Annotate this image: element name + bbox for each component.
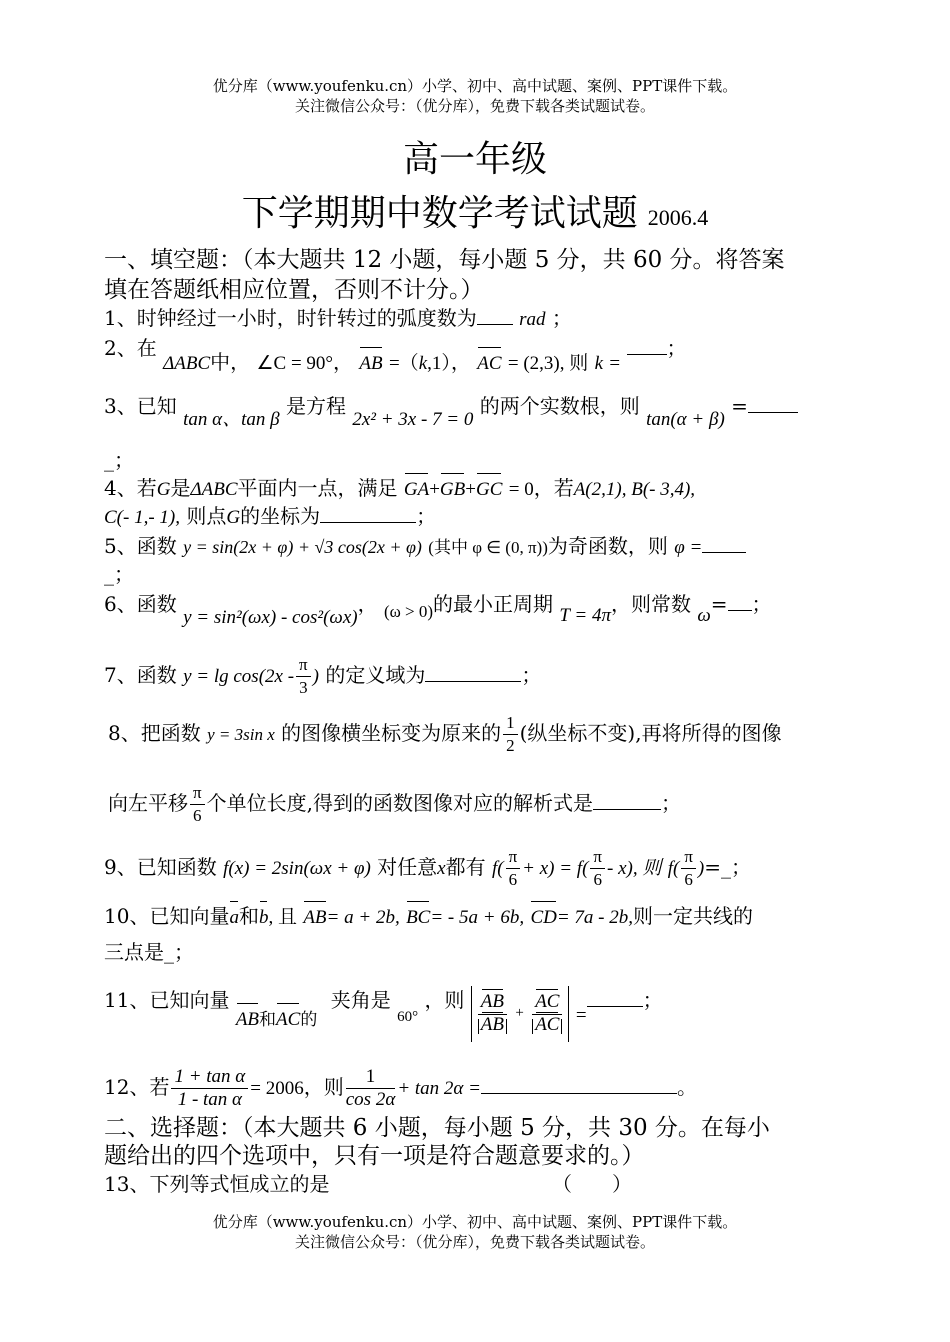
answer-blank [748, 392, 798, 413]
question-6: 6、函数 y = sin²(ωx) - cos²(ωx)， $_{(\omega > 0)}$的最小正周期 T = 4π，则常数 ω= ； [104, 592, 772, 628]
page-header [0, 76, 950, 116]
page-subtitle [0, 192, 950, 240]
fraction-tan-ratio: $\frac{\text{1 + tan α}}{\text{1 - tan α}}$ [171, 1066, 248, 1111]
answer-paren: （ ） [552, 1172, 632, 1196]
question-8-cont: 向左平移 $\frac{\pi}{6}$ 个单位长度,得到的函数图像对应的解析式是 ； [108, 783, 681, 825]
fraction-pi-6: $\frac{\pi}{6}$ [681, 846, 696, 891]
answer-blank [481, 1073, 677, 1094]
fraction-unit-ac: $\frac{AC}{AC}$ [532, 992, 562, 1037]
question-12: 12、若 $\frac{\text{1 + tan α}}{\text{1 - tan α}}$ = 2006，则 $\frac{1}{\cos 2\alpha}$ + tan 2α = 。 [104, 1066, 697, 1110]
question-1: 1、时钟经过一小时，时针转过的弧度数为 rad ； [104, 306, 572, 330]
question-11: 11、已知向量 $_{AB和AC的}$ 夹角是 $_{60^\circ}$ ，则 $\frac{AB}{AB}$ + $\frac{AC}{AC}$ =； [104, 986, 849, 1042]
answer-blank [425, 661, 521, 682]
question-4: 4、若G是ΔABC平面内一点，满足 GA+GB+GC = 0，若A(2,1), B(- 3,4), [104, 474, 849, 504]
fraction-pi-6: $\frac{\pi}{6}$ [590, 846, 605, 891]
question-8: 8、把函数 y = 3sin x 的图像横坐标变为原来的 $\frac{1}{2}$ (纵坐标不变),再将所得的图像 [108, 713, 782, 755]
section1-line-2: 填在答题纸相应位置，否则不计分。） [104, 277, 484, 303]
answer-blank [593, 789, 661, 810]
fraction-pi-6: $\frac{\pi}{6}$ [506, 846, 521, 891]
answer-blank [702, 532, 746, 553]
answer-blank [627, 334, 667, 355]
question-5: 5、函数 y = sin(2x + φ) + √3 cos(2x + φ) (其中 φ ∈ (0, π))为奇函数，则 φ = [104, 532, 849, 562]
footer-line-1: 优分库（www.youfenku.cn）小学、初中、高中试题、案例、PPT课件下载。 [212, 1213, 738, 1231]
question-3: 3、已知 tan α、tan β 是方程 2x² + 3x - 7 = 0 的两个实数根，则 tan(α + β) = [104, 392, 849, 422]
title-line-1: 高一年级 [402, 139, 547, 180]
section2-line-2: 题给出的四个选项中，只有一项是符合题意要求的。） [104, 1143, 645, 1169]
question-7: 7、函数 y = lg cos(2x - $\frac{\pi}{3}$ ) 的定义域为 ； [104, 655, 542, 697]
header-line-2: 关注微信公众号：（优分库），免费下载各类试题试卷。 [294, 97, 655, 115]
question-4-cont: C(- 1,- 1), 则点G的坐标为 ； [104, 504, 437, 528]
section1-line-1: 一、填空题：（本大题共 12 小题，每小题 5 分，共 60 分。将答案 [104, 247, 785, 273]
question-10: 10、已知向量a和b, 且 AB= a + 2b, BC= - 5a + 6b, CD= 7a - 2b,则一定共线的 [104, 902, 849, 932]
answer-blank [320, 502, 416, 523]
footer-line-2: 关注微信公众号：（优分库），免费下载各类试题试卷。 [294, 1233, 655, 1251]
header-line-1: 优分库（www.youfenku.cn）小学、初中、高中试题、案例、PPT课件下载。 [212, 77, 738, 95]
fraction-1-2: $\frac{1}{2}$ [503, 712, 518, 757]
page-title [0, 138, 950, 182]
answer-blank [477, 304, 513, 325]
answer-blank [587, 986, 643, 1007]
page-footer [0, 1212, 950, 1252]
fraction-cos2a: $\frac{1}{\cos 2\alpha}$ [345, 1066, 396, 1110]
question-9: 9、已知函数 f(x) = 2sin(ωx + φ) 对任意x都有 f( $\frac{\pi}{6}$ + x) = f( $\frac{\pi}{6}$ - x), 则 f( $\frac{\pi}{6}$ )=_； [104, 847, 752, 889]
section2-line-1: 二、选择题：（本大题共 6 小题，每小题 5 分，共 30 分。在每小 [104, 1115, 770, 1141]
fraction-pi-3: $\frac{\pi}{3}$ [296, 654, 311, 699]
fraction-pi-6: $\frac{\pi}{6}$ [190, 782, 205, 827]
title-date: 2006.4 [647, 205, 709, 230]
title-line-2: 下学期期中数学考试试题 [241, 193, 638, 234]
question-10-cont: 三点是_； [104, 940, 194, 964]
question-2: 2、在 ΔABC中， ∠C = 90°， AB =（k,1）， AC = (2,3), 则 k = ； [104, 334, 849, 364]
question-3-cont: _； [104, 448, 134, 472]
question-13: 13、下列等式恒成立的是 （ ） [104, 1172, 632, 1196]
fraction-unit-ab: $\frac{AB}{AB}$ [478, 992, 507, 1037]
vector-sum-norm: $\frac{AB}{AB}$ + $\frac{AC}{AC}$ [471, 986, 570, 1042]
answer-blank [728, 590, 752, 611]
question-5-cont: _； [104, 562, 134, 586]
